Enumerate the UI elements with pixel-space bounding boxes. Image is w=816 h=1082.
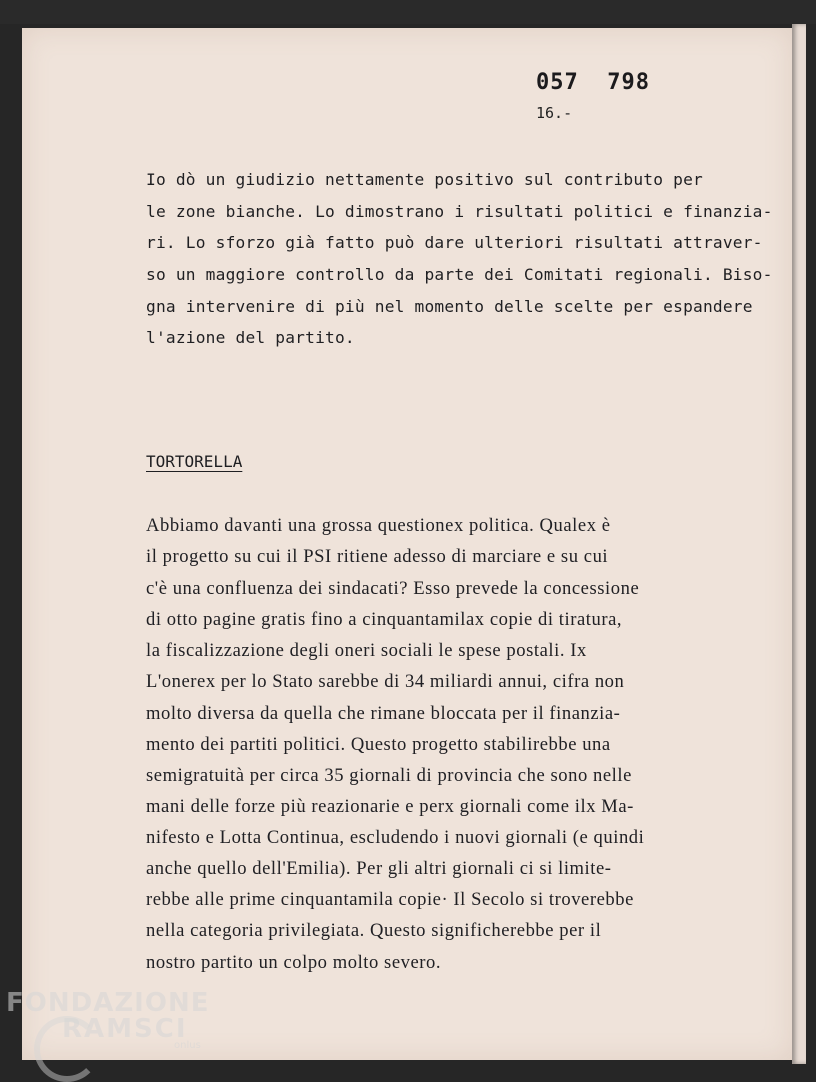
- paragraph-1-line: so un maggiore controllo da parte dei Comitati regionali. Biso-: [146, 265, 773, 284]
- archive-page-stamp: 057 798: [536, 70, 650, 95]
- typed-page-number: 16.-: [536, 104, 573, 122]
- paragraph-2-line: il progetto su cui il PSI ritiene adesso di marciare e su cui: [146, 546, 609, 567]
- paragraph-1-line: l'azione del partito.: [146, 328, 355, 347]
- paragraph-2-line: c'è una confluenza dei sindacati? Esso prevede la concessione: [146, 578, 640, 599]
- paragraph-2-line: Abbiamo davanti una grossa questionex politica. Qualex è: [146, 515, 611, 536]
- paragraph-2-line: nifesto e Lotta Continua, escludendo i nuovi giornali (e quindi: [146, 827, 645, 848]
- watermark-line-2: RAMSCI: [62, 1014, 188, 1044]
- paragraph-2-line: rebbe alle prime cinquantamila copie· Il Secolo si troverebbe: [146, 889, 634, 910]
- paragraph-2-line: nostro partito un colpo molto severo.: [146, 952, 442, 973]
- paragraph-2-line: semigratuità per circa 35 giornali di provincia che sono nelle: [146, 765, 632, 786]
- page-edge-strip: [792, 24, 806, 1064]
- paragraph-2-line: la fiscalizzazione degli oneri sociali le spese postali. Ix: [146, 640, 587, 661]
- watermark-line-3: onlus: [174, 1040, 201, 1051]
- paragraph-2-line: di otto pagine gratis fino a cinquantamilax copie di tiratura,: [146, 609, 623, 630]
- paragraph-1-line: le zone bianche. Lo dimostrano i risultati politici e finanzia-: [146, 202, 773, 221]
- paragraph-1-line: ri. Lo sforzo già fatto può dare ulteriori risultati attraver-: [146, 233, 763, 252]
- fondazione-gramsci-watermark: [6, 988, 209, 1051]
- watermark-line-1: FONDAZIONE: [6, 988, 210, 1018]
- paragraph-2-line: mani delle forze più reazionarie e perx giornali come ilx Ma-: [146, 796, 634, 817]
- paragraph-1-line: gna intervenire di più nel momento delle scelte per espandere: [146, 297, 753, 316]
- paragraph-2-line: molto diversa da quella che rimane bloccata per il finanzia-: [146, 703, 621, 724]
- paragraph-2-line: mento dei partiti politici. Questo progetto stabilirebbe una: [146, 734, 611, 755]
- paragraph-1-line: Io dò un giudizio nettamente positivo sul contributo per: [146, 170, 703, 189]
- paragraph-2-line: L'onerex per lo Stato sarebbe di 34 miliardi annui, cifra non: [146, 671, 625, 692]
- paragraph-2-line: anche quello dell'Emilia). Per gli altri giornali ci si limite-: [146, 858, 612, 879]
- speaker-heading: TORTORELLA: [146, 452, 243, 471]
- paragraph-2-line: nella categoria privilegiata. Questo significherebbe per il: [146, 920, 602, 941]
- scanner-top-border: [0, 0, 816, 24]
